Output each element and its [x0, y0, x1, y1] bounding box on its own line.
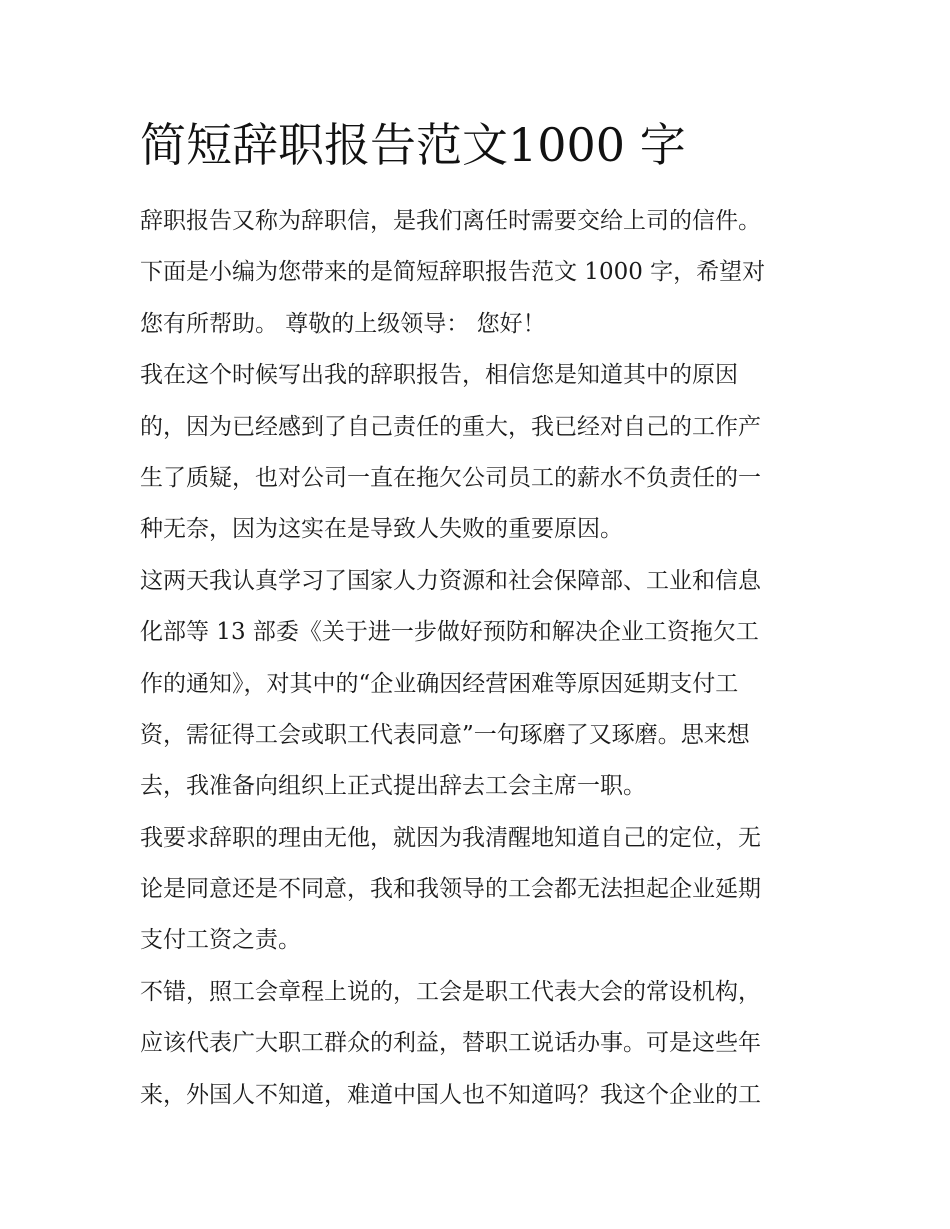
- body-line: 化部等 13 部委《关于进一步做好预防和解决企业工资拖欠工: [140, 619, 759, 646]
- body-line: 资，需征得工会或职工代表同意”一句琢磨了又琢磨。思来想: [140, 721, 750, 748]
- body-line: 去，我准备向组织上正式提出辞去工会主席一职。: [140, 773, 646, 800]
- document-title: 简短辞职报告范文1000 字: [140, 118, 686, 172]
- body-line: 下面是小编为您带来的是简短辞职报告范文 1000 字，希望对: [140, 259, 766, 286]
- document-body: [140, 196, 812, 1121]
- body-line: 的，因为已经感到了自己责任的重大，我已经对自己的工作产: [140, 413, 761, 440]
- body-line: 生了质疑，也对公司一直在拖欠公司员工的薪水不负责任的一: [140, 464, 761, 491]
- body-line: 支付工资之责。: [140, 927, 301, 954]
- body-line: 论是同意还是不同意，我和我领导的工会都无法担起企业延期: [140, 876, 761, 903]
- body-line: 不错，照工会章程上说的，工会是职工代表大会的常设机构，: [140, 978, 761, 1005]
- body-line: 这两天我认真学习了国家人力资源和社会保障部、工业和信息: [140, 567, 761, 594]
- body-line: 来，外国人不知道，难道中国人也不知道吗？我这个企业的工: [140, 1081, 761, 1108]
- body-line: 辞职报告又称为辞职信，是我们离任时需要交给上司的信件。: [140, 208, 761, 234]
- body-line: 应该代表广大职工群众的利益，替职工说话办事。可是这些年: [140, 1030, 761, 1057]
- body-line: 我在这个时候写出我的辞职报告，相信您是知道其中的原因: [140, 362, 738, 389]
- body-line: 我要求辞职的理由无他，就因为我清醒地知道自己的定位，无: [140, 824, 761, 851]
- body-line: 种无奈，因为这实在是导致人失败的重要原因。: [140, 516, 623, 543]
- body-line: 作的通知》，对其中的“企业确因经营困难等原因延期支付工: [140, 670, 739, 697]
- body-line: 您有所帮助。 尊敬的上级领导： 您好！: [140, 310, 546, 337]
